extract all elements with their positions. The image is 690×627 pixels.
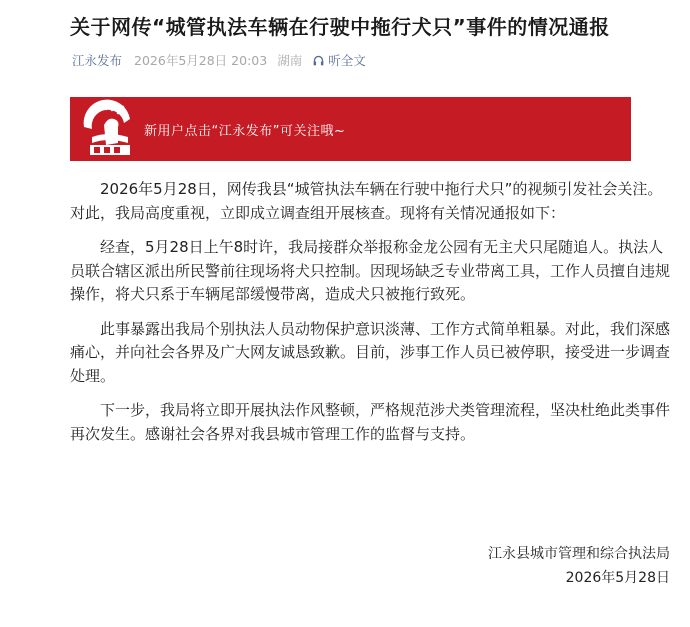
signature-date: 2026年5月28日 xyxy=(565,570,670,586)
listen-full-text-button[interactable] xyxy=(312,51,366,69)
body-paragraph: 下一步，我局将立即开展执法作风整顿，严格规范涉犬类管理流程，坚决杜绝此类事件再次发生。感谢社会各界对我县城市管理工作的监督与支持。 xyxy=(70,401,671,443)
article-body xyxy=(70,178,673,457)
body-paragraph: 2026年5月28日，网传我县“城管执法车辆在行驶中拖行犬只”的视频引发社会关注。对此，我局高度重视，立即成立调查组开展核查。现将有关情况通报如下： xyxy=(70,180,663,222)
body-paragraph: 经查，5月28日上午8时许，我局接群众举报称金龙公园有无主犬只尾随追人。执法人员联合辖区派出所民警前往现场将犬只控制。因现场缺乏专业带离工具，工作人员擅自违规操作，将犬只系于车辆尾部缓慢带离，造成犬只被拖行致死。 xyxy=(70,238,671,303)
body-paragraph: 此事暴露出我局个别执法人员动物保护意识淡薄、工作方式简单粗暴。对此，我们深感痛心，并向社会各界及广大网友诚恳致歉。目前，涉事工作人员已被停职，接受进一步调查处理。 xyxy=(70,319,671,385)
banner-follow-text: 新用户点击“江永发布”可关注哦~ xyxy=(144,123,346,139)
signature-block xyxy=(488,542,670,590)
account-logo-icon xyxy=(78,97,142,161)
article-title: 关于网传“城管执法车辆在行驶中拖行犬只”事件的情况通报 xyxy=(70,15,610,39)
article-meta xyxy=(72,51,366,69)
headphones-icon xyxy=(312,54,325,67)
signature-org: 江永县城市管理和综合执法局 xyxy=(488,546,670,562)
publish-datetime: 2026年5月28日 20:03 xyxy=(134,53,268,68)
publish-region: 湖南 xyxy=(277,53,303,68)
listen-label: 听全文 xyxy=(328,53,366,68)
follow-banner[interactable] xyxy=(70,97,631,161)
account-name-link[interactable]: 江永发布 xyxy=(72,53,123,68)
